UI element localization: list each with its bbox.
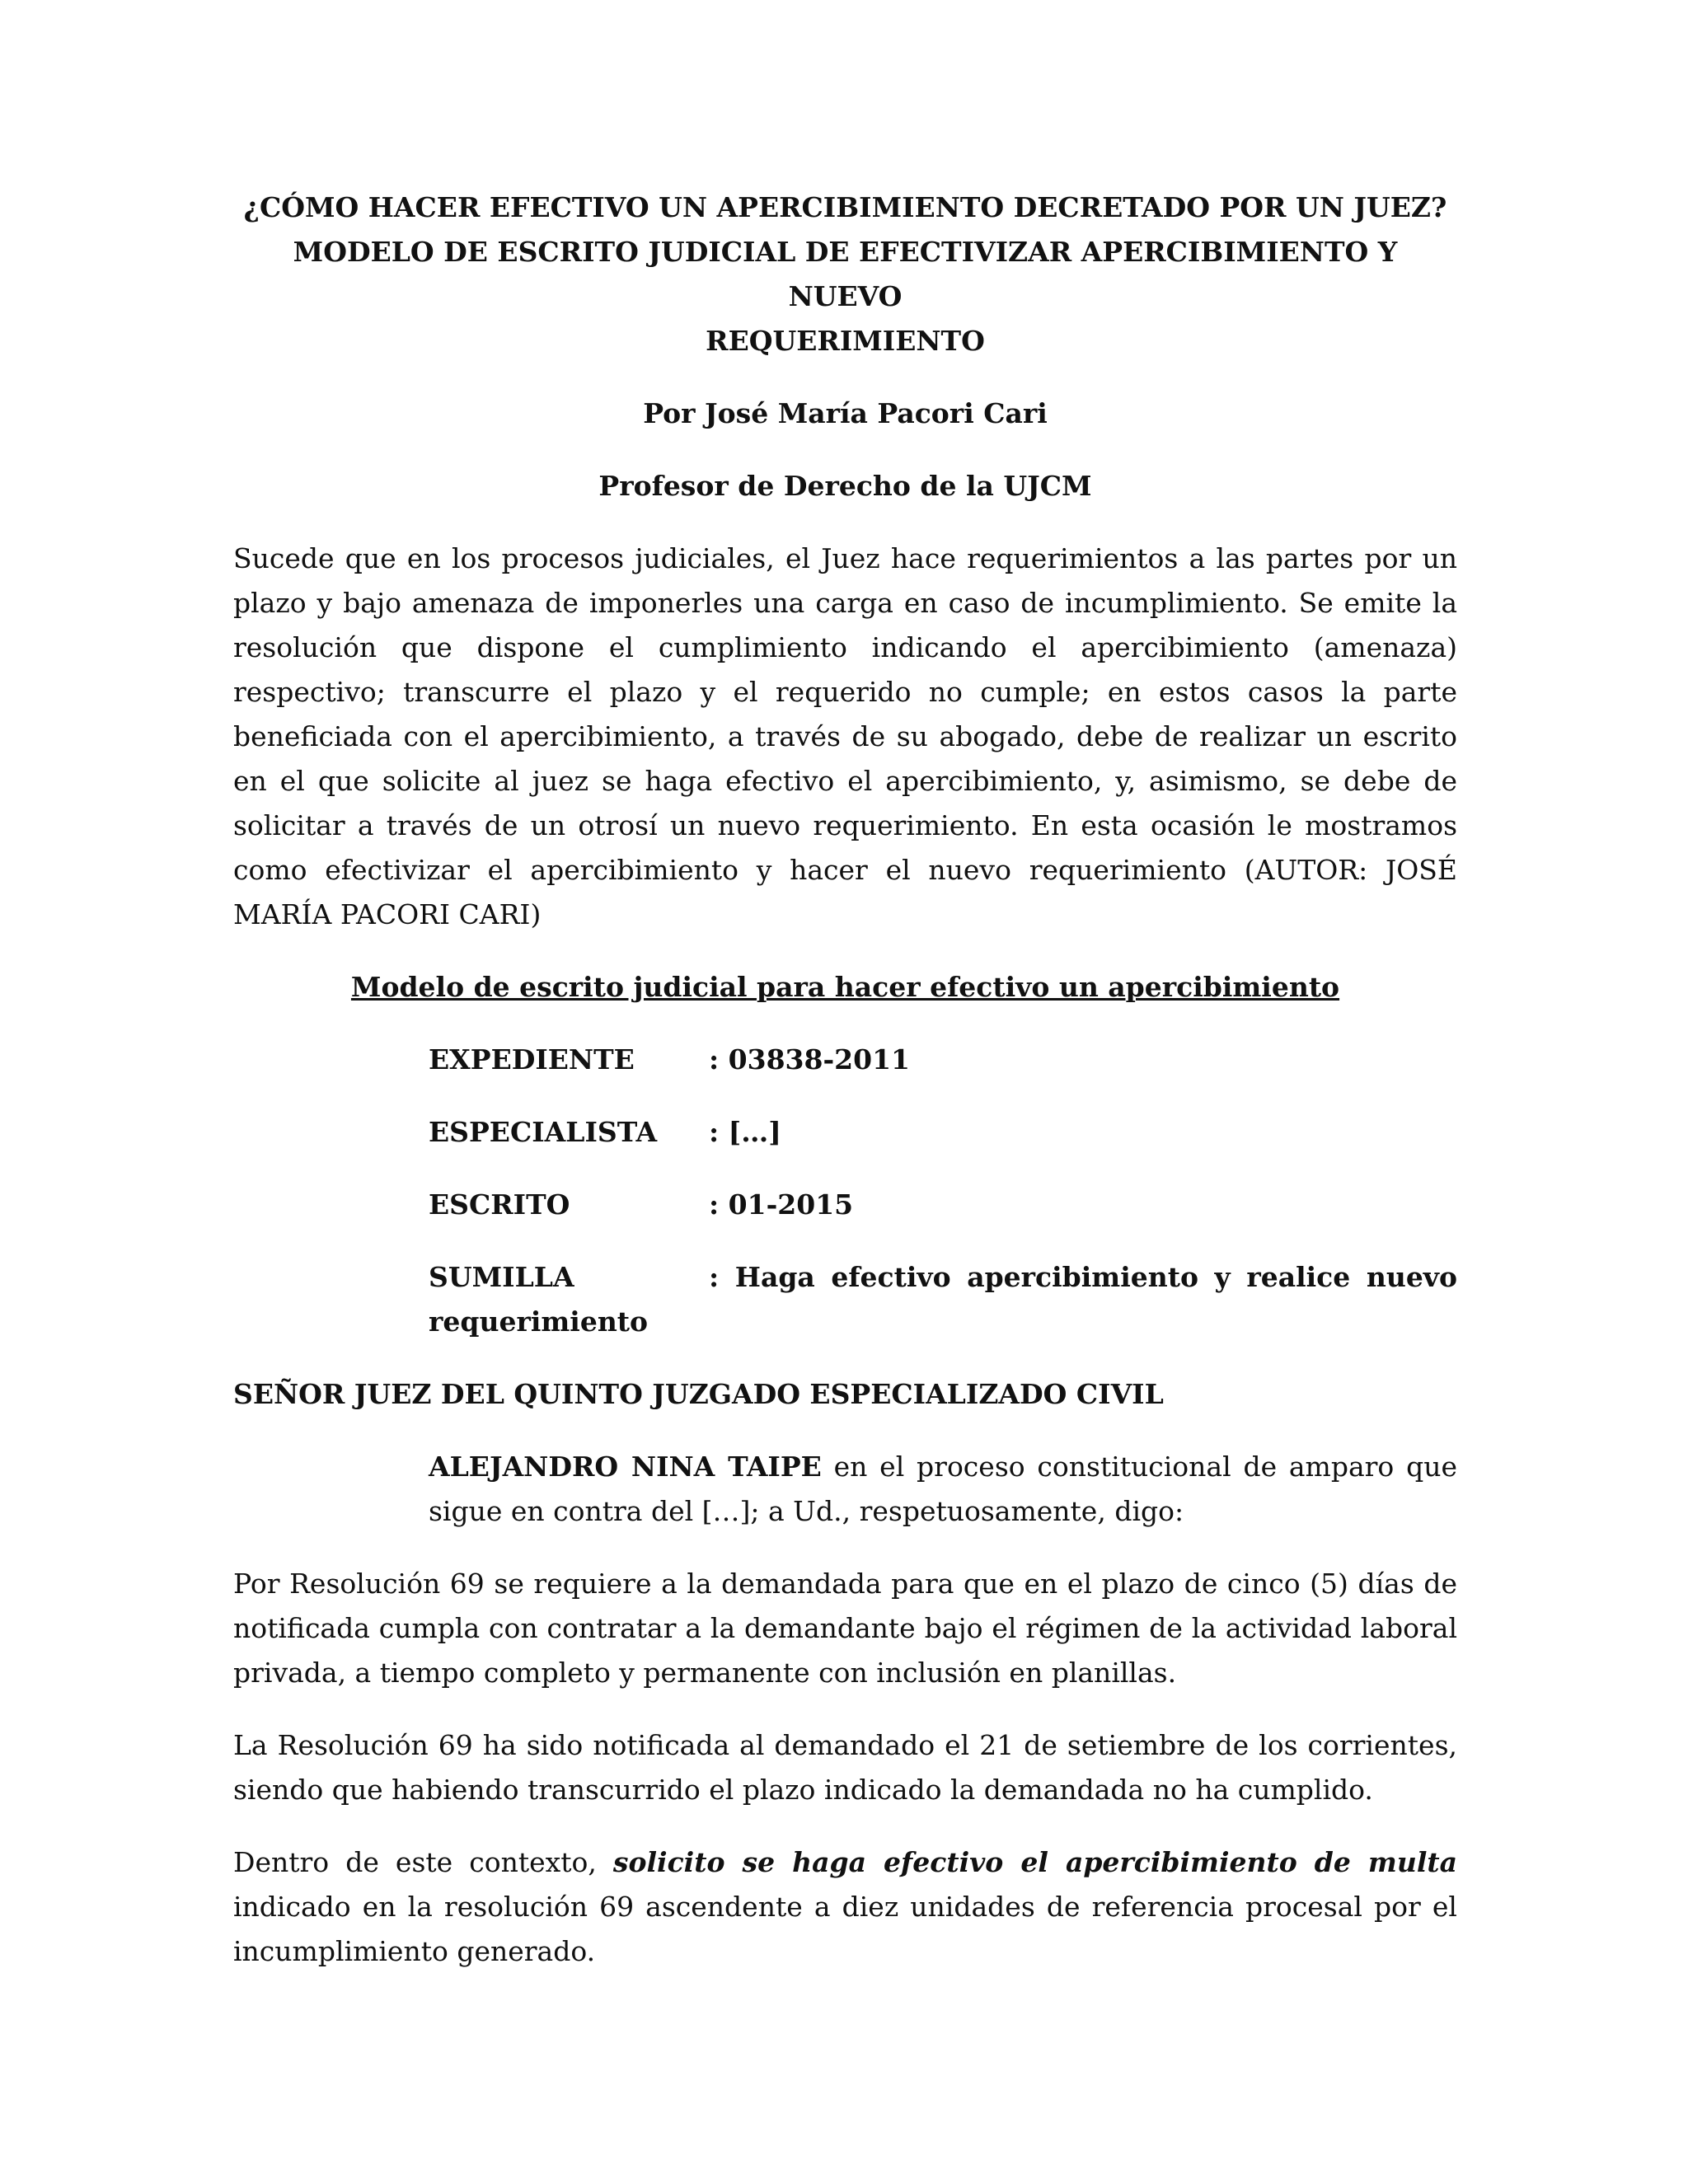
paragraph-request bbox=[233, 1840, 1457, 1974]
paragraph-notification: La Resolución 69 ha sido notificada al demandado el 21 de setiembre de los corrientes, siendo que habiendo transcurrido el plazo indicado la demandada no ha cumplido. bbox=[233, 1729, 1457, 1806]
expediente-label: EXPEDIENTE bbox=[429, 1043, 635, 1076]
request-intro: Dentro de este contexto, bbox=[233, 1846, 613, 1878]
escrito-row bbox=[429, 1183, 1457, 1227]
request-end: indicado en la resolución 69 ascendente a diez unidades de referencia procesal por el incumplimiento generado. bbox=[233, 1891, 1457, 1967]
petitioner-text: en el proceso constitucional de amparo que sigue en contra del […]; a Ud., respetuosamente, digo: bbox=[429, 1451, 1457, 1527]
title-line-3: REQUERIMIENTO bbox=[706, 325, 985, 357]
sumilla-row bbox=[429, 1255, 1457, 1344]
sumilla-value: : Haga efectivo apercibimiento y realice nuevo bbox=[709, 1261, 1457, 1293]
document-page bbox=[233, 185, 1457, 1974]
title-line-1: ¿CÓMO HACER EFECTIVO UN APERCIBIMIENTO DECRETADO POR UN JUEZ? bbox=[243, 191, 1447, 223]
sumilla-continuation: requerimiento bbox=[429, 1305, 649, 1338]
expediente-value: : 03838-2011 bbox=[709, 1043, 911, 1076]
author-role: Profesor de Derecho de la UJCM bbox=[598, 470, 1092, 502]
expediente-row bbox=[429, 1038, 1457, 1082]
request-emphasis: solicito se haga efectivo el apercibimiento de multa bbox=[612, 1846, 1457, 1878]
petitioner-name: ALEJANDRO NINA TAIPE bbox=[429, 1451, 822, 1483]
addressee: SEÑOR JUEZ DEL QUINTO JUZGADO ESPECIALIZADO CIVIL bbox=[233, 1378, 1164, 1410]
document-title bbox=[233, 185, 1457, 363]
paragraph-resolution: Por Resolución 69 se requiere a la demandada para que en el plazo de cinco (5) días de notificada cumpla con contratar a la demandante bajo el régimen de la actividad laboral privada, a tiempo completo y permanente con inclusión en planillas. bbox=[233, 1568, 1457, 1689]
case-header bbox=[429, 1038, 1457, 1344]
sumilla-label: SUMILLA bbox=[429, 1261, 574, 1293]
escrito-value: : 01-2015 bbox=[709, 1188, 854, 1221]
intro-paragraph: Sucede que en los procesos judiciales, el Juez hace requerimientos a las partes por un plazo y bajo amenaza de imponerles una carga en caso de incumplimiento. Se emite la resolución que dispone el cumplimiento indicando el apercibimiento (amenaza) respectivo; transcurre el plazo y el requerido no cumple; en estos casos la parte beneficiada con el apercibimiento, a través de su abogado, debe de realizar un escrito en el que solicite al juez se haga efectivo el apercibimiento, y, asimismo, se debe de solicitar a través de un otrosí un nuevo requerimiento. En esta ocasión le mostramos como efectivizar el apercibimiento y hacer el nuevo requerimiento (AUTOR: JOSÉ MARÍA PACORI CARI) bbox=[233, 542, 1457, 930]
especialista-row bbox=[429, 1110, 1457, 1155]
title-line-2: MODELO DE ESCRITO JUDICIAL DE EFECTIVIZAR APERCIBIMIENTO Y NUEVO bbox=[293, 236, 1398, 312]
model-title: Modelo de escrito judicial para hacer efectivo un apercibimiento bbox=[350, 971, 1340, 1003]
author-byline: Por José María Pacori Cari bbox=[643, 397, 1048, 429]
escrito-label: ESCRITO bbox=[429, 1188, 570, 1221]
petitioner-paragraph bbox=[429, 1445, 1457, 1534]
especialista-value: : […] bbox=[709, 1116, 781, 1148]
especialista-label: ESPECIALISTA bbox=[429, 1116, 658, 1148]
